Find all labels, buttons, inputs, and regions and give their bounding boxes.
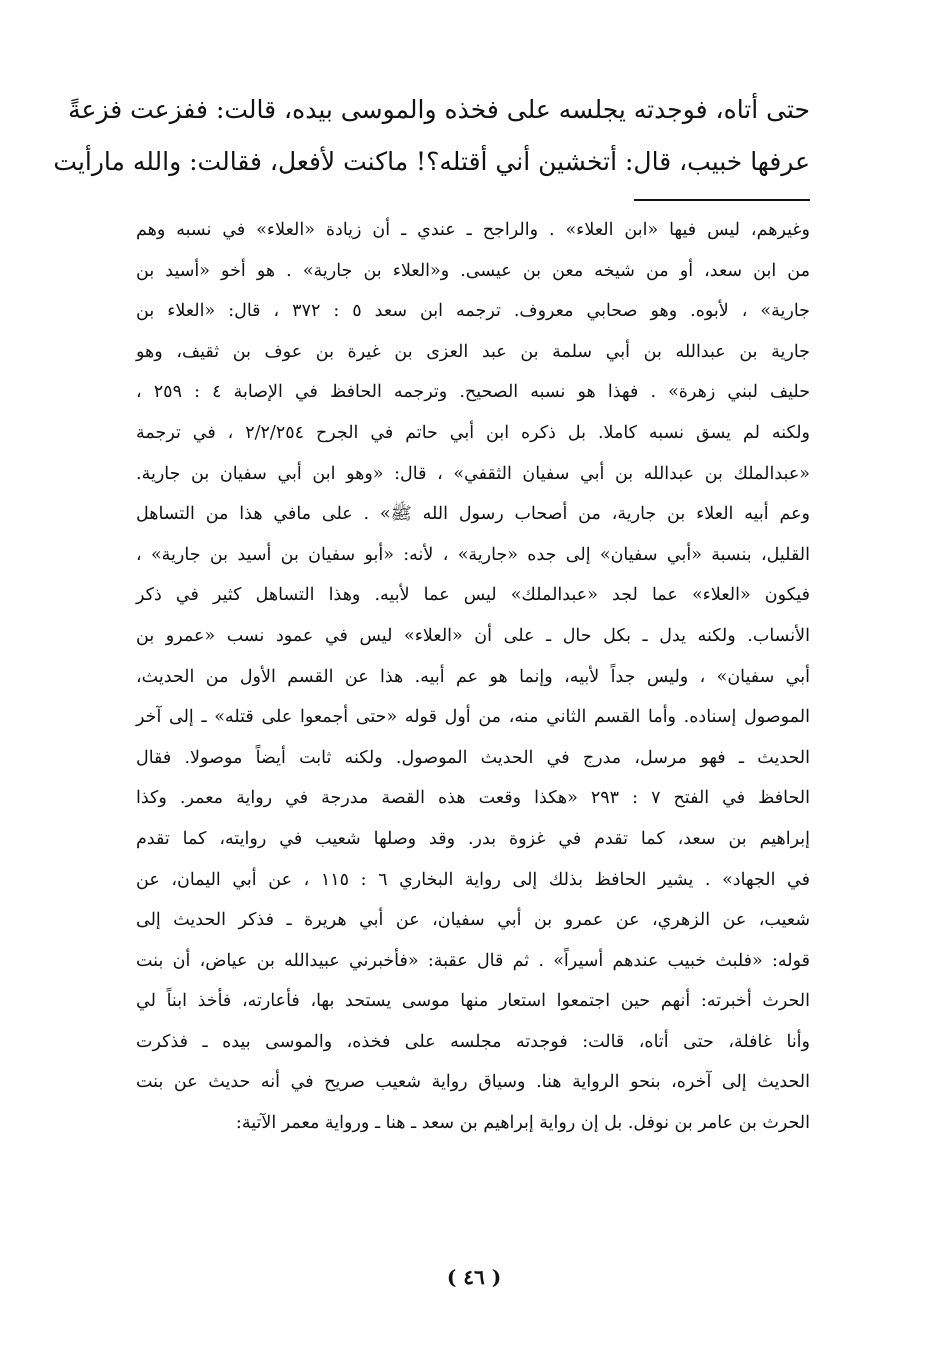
footnote-line: جارية بن عبدالله بن أبي سلمة بن عبد العزى بن غيرة بن عوف بن ثقيف، وهو [136,341,810,362]
main-text-line: حتى أتاه، فوجدته يجلسه على فخذه والموسى بيده، قالت: ففزعت فزعةً [68,95,810,124]
footnote-line: الأنساب. ولكنه يدل ـ بكل حال ـ على أن «العلاء» ليس في عمود نسب «عمرو بن [136,625,810,646]
footnote-line: وغيرهم، ليس فيها «ابن العلاء» . والراجح ـ عندي ـ أن زيادة «العلاء» في نسبه وهم [136,220,810,240]
footnote-line: فيكون «العلاء» عما لجد «عبدالملك» ليس عما لأبيه. وهذا التساهل كثير في ذكر [136,585,810,606]
main-text-line: عرفها خبيب، قال: أتخشين أني أقتله؟! ماكنت لأفعل، فقالت: والله مارأيت [53,147,810,176]
footnote-line: الموصول إسناده. وأما القسم الثاني منه، من أول قوله «حتى أجمعوا على قتله» ـ إلى آخر [136,707,810,728]
footnote-line: جارية» ، لأبوه. وهو صحابي معروف. ترجمه ابن سعد ٥ : ٣٧٢ ، قال: «العلاء بن [136,301,810,322]
footnote-line: شعيب، عن الزهري، عن عمرو بن أبي سفيان، عن أبي هريرة ـ فذكر الحديث إلى [136,910,810,931]
footnote-line: القليل، بنسبة «أبي سفيان» إلى جده «جارية» ، لأنه: «أبو سفيان بن أسيد بن جارية» ، [136,544,810,565]
footnote-line: الحديث ـ فهو مرسل، مدرج في الحديث الموصول. ولكنه ثابت أيضاً موصولا. فقال [136,747,810,768]
footnote-line: من ابن سعد، أو من شيخه معن بن عيسى. و«العلاء بن جارية» . هو أخو «أسيد بن [136,260,810,281]
main-text [53,84,810,188]
footnote-line: إبراهيم بن سعد، كما تقدم في غزوة بدر. وقد وصلها شعيب في روايته، كما تقدم [136,828,810,849]
footnote-line: ولكنه لم يسق نسبه كاملا. بل ذكره ابن أبي حاتم في الجرح ٢/٢/٢٥٤ ، في ترجمة [136,422,810,443]
footnote-line: الحافظ في الفتح ٧ : ٢٩٣ «هكذا وقعت هذه القصة مدرجة في رواية معمر. وكذا [136,788,810,809]
footnote-separator [634,199,810,201]
footnote-line: «عبدالملك بن عبدالله بن أبي سفيان الثقفي» ، قال: «وهو ابن أبي سفيان بن جارية. [136,463,810,484]
footnote-line: الحديث إلى آخره، بنحو الرواية هنا. وسياق رواية شعيب صريح في أنه حديث عن بنت [136,1072,810,1093]
footnote-line: الحرث بن عامر بن نوفل. بل إن رواية إبراهيم بن سعد ـ هنا ـ ورواية معمر الآتية: [235,1113,810,1134]
footnote [136,210,810,1144]
footnote-line: وعم أبيه العلاء بن جارية، من أصحاب رسول الله ﷺ» . على مافي هذا من التساهل [136,504,810,525]
page-number: ( ٤٦ ) [446,1265,502,1289]
footnote-line: أبي سفيان» ، وليس جداً لأبيه، وإنما هو عم أبيه. هذا عن القسم الأول من الحديث، [136,666,810,687]
footnote-line: الحرث أخبرته: أنهم حين اجتمعوا استعار منها موسى يستحد بها، فأعارته، فأخذ ابناً لي [136,991,810,1012]
footnote-line: في الجهاد» . يشير الحافظ بذلك إلى رواية البخاري ٦ : ١١٥ ، عن أبي اليمان، عن [136,869,810,890]
footnote-line: وأنا غافلة، حتى أتاه، قالت: فوجدته مجلسه على فخذه، والموسى بيده ـ فذكرت [136,1031,810,1052]
footnote-line: قوله: «فلبث خبيب عندهم أسيراً» . ثم قال عقبة: «فأخبرني عبيدالله بن عياض، أن بنت [136,950,810,971]
footnote-line: حليف لبني زهرة» . فهذا هو نسبه الصحيح. وترجمه الحافظ في الإصابة ٤ : ٢٥٩ ، [136,382,811,403]
